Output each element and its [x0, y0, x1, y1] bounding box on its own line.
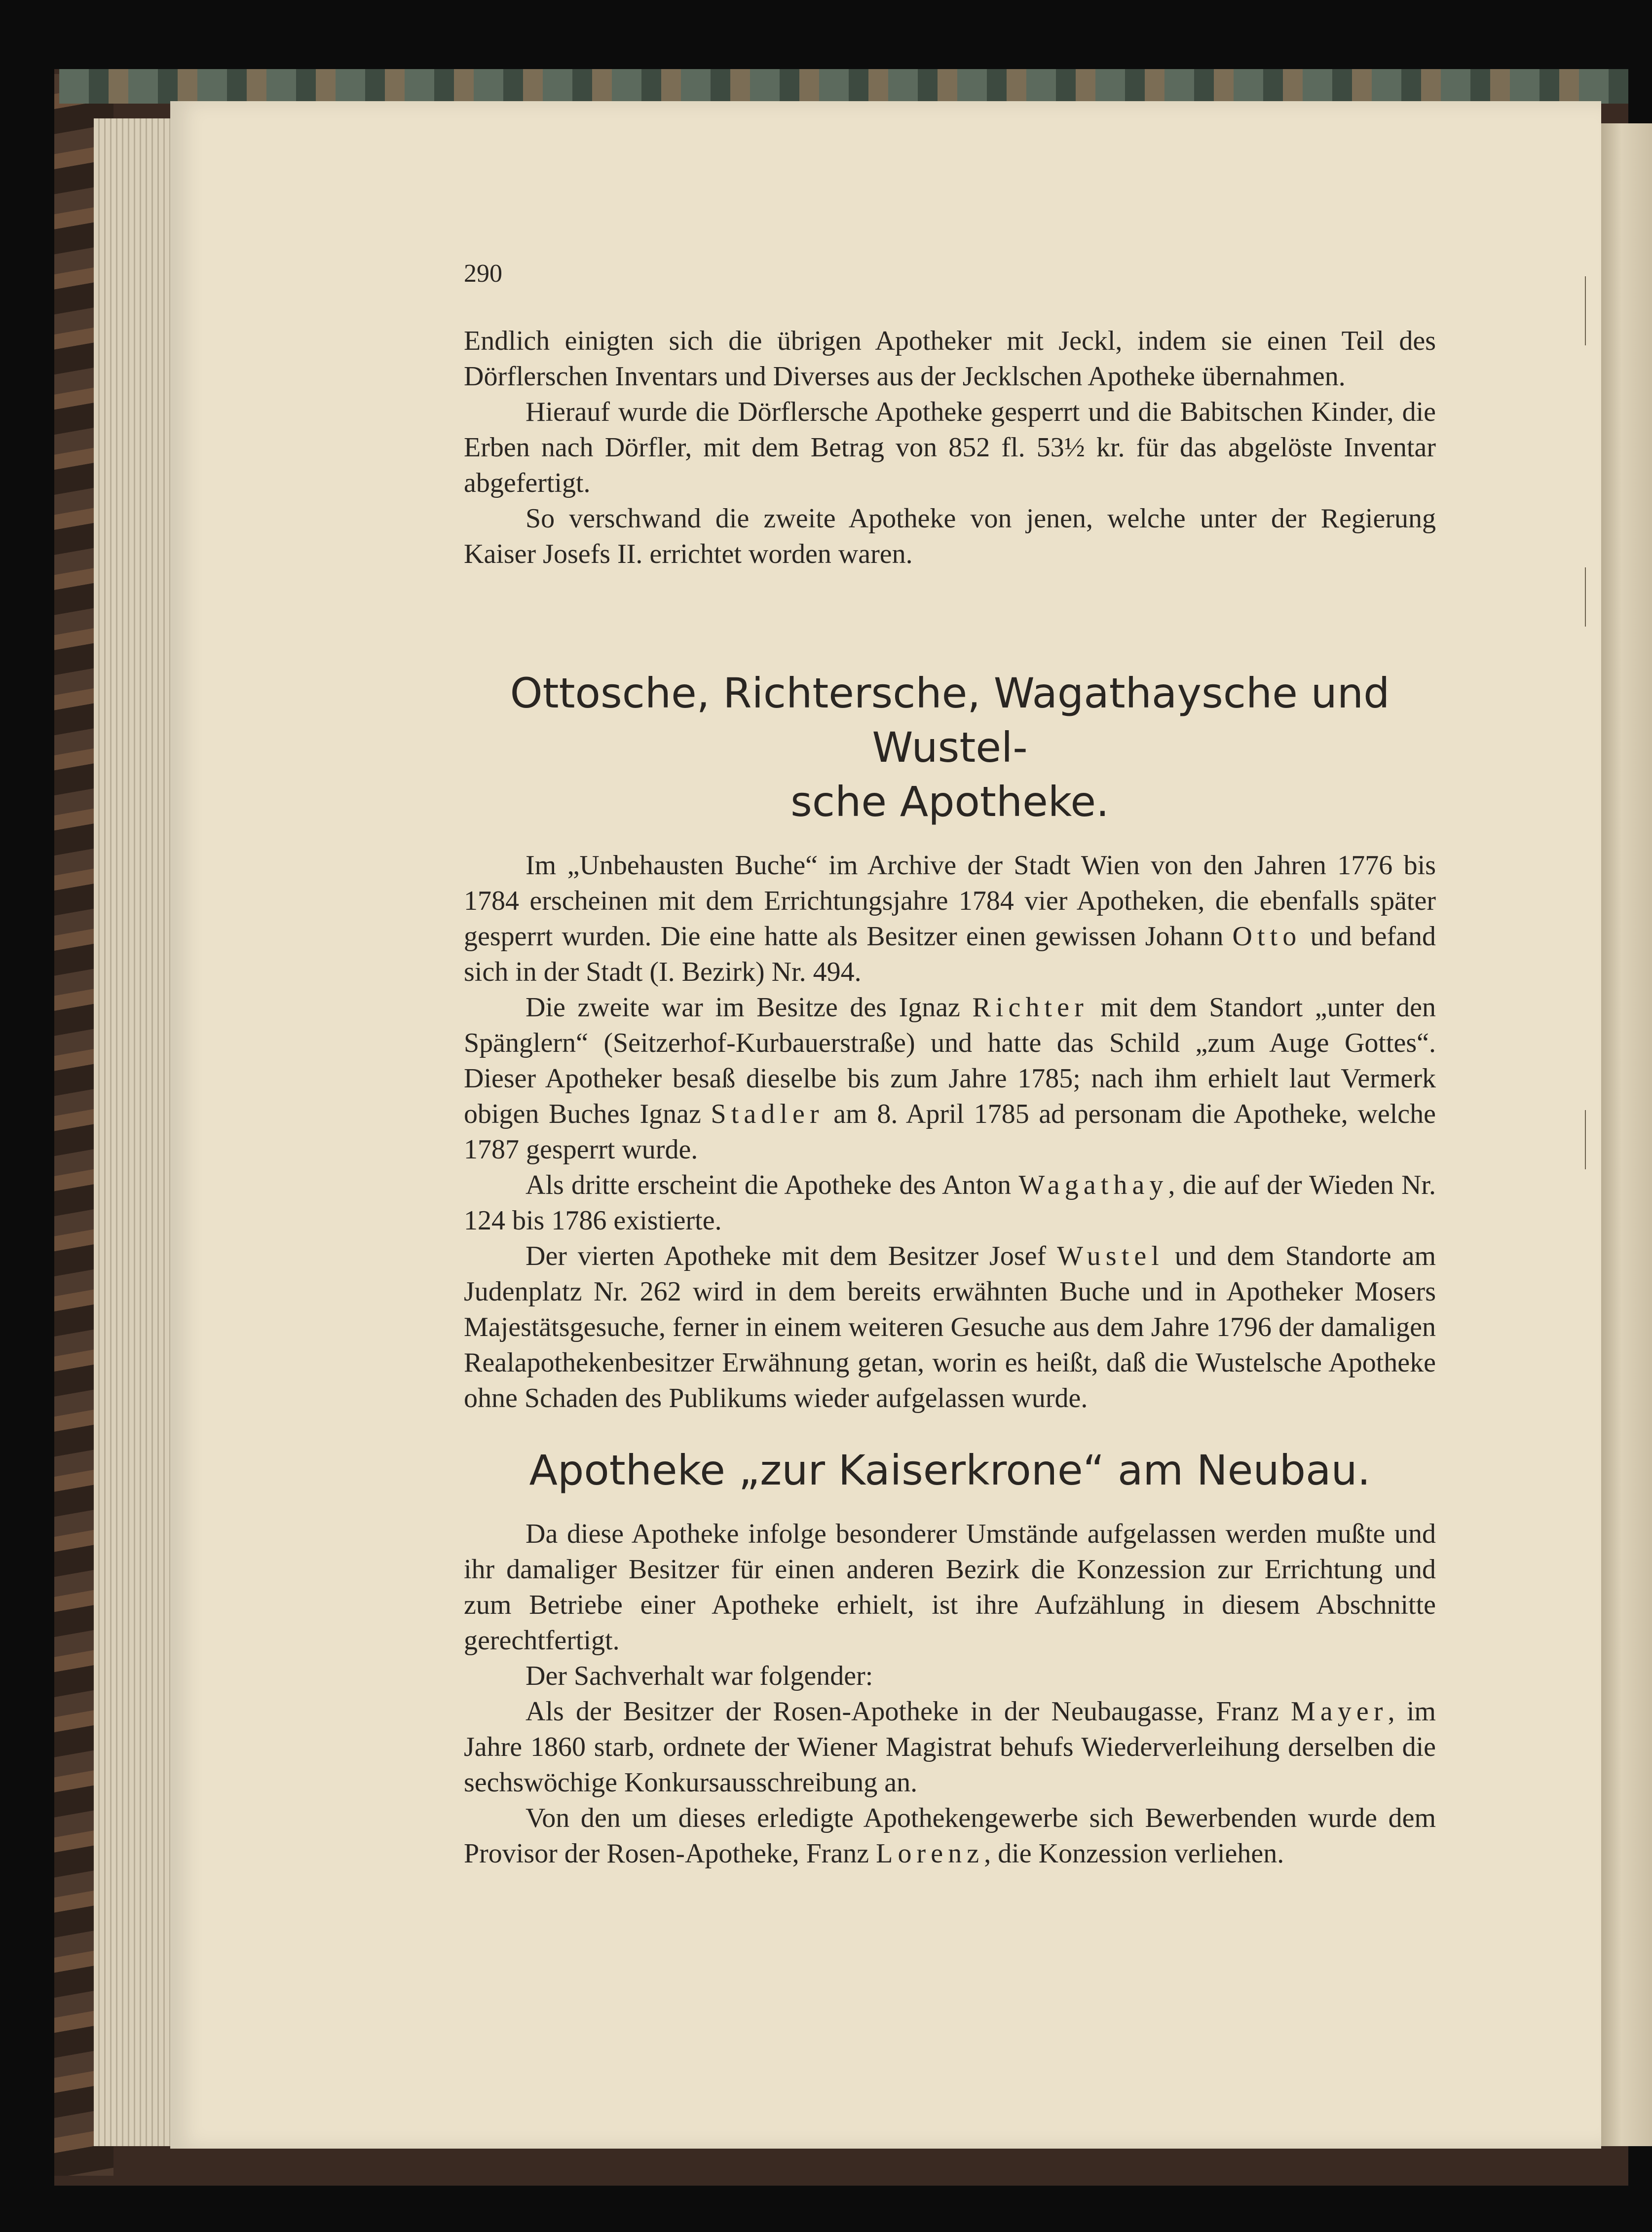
paragraph: Da diese Apotheke infolge besonderer Umstände aufgelassen werden mußte und ihr damaliger Besitzer für einen anderen Bezirk die Konzession zur Errichtung und zum Betriebe einer Apotheke erhielt, ist ihre Aufzählung in diesem Abschnitte gerechtfertigt.: [464, 1519, 1436, 1656]
spaced-name: Lorenz: [876, 1838, 984, 1869]
section-heading: [464, 666, 1436, 829]
paragraph: Endlich einigten sich die übrigen Apotheker mit Jeckl, indem sie einen Teil des Dörflerschen Inventars und Diverses aus der Jecklschen Apotheke übernahmen.: [464, 326, 1436, 392]
spaced-name: Wagathay: [1018, 1170, 1168, 1200]
spaced-name: Otto: [1232, 921, 1302, 952]
paragraph: Als der Besitzer der Rosen-Apotheke in der Neubaugasse, Franz Mayer, im Jahre 1860 starb, ordnete der Wiener Magistrat behufs Wiederverleihung derselben die sechswöchige Konkursausschreibung an.: [464, 1696, 1436, 1798]
paragraph: So verschwand die zweite Apotheke von jenen, welche unter der Regierung Kaiser Josefs II. errichtet worden waren.: [464, 503, 1436, 569]
heading-line-1: Ottosche, Richtersche, Wagathaysche und Wustel-: [510, 669, 1390, 772]
facing-page-edge: [1601, 123, 1652, 2146]
top-binding: [59, 69, 1628, 104]
section-four-pharmacies: [464, 666, 1436, 1416]
page-number: 290: [464, 260, 502, 288]
spaced-name: Richter: [972, 992, 1089, 1023]
paragraph: Als dritte erscheint die Apotheke des Anton Wagathay, die auf der Wieden Nr. 124 bis 1786 existierte.: [464, 1170, 1436, 1236]
spaced-name: Wustel: [1057, 1241, 1164, 1271]
paragraph: Im „Unbehausten Buche“ im Archive der Stadt Wien von den Jahren 1776 bis 1784 erscheinen mit dem Errichtungsjahre 1784 vier Apotheken, die ebenfalls später gesperrt wurden. Die eine hatte als Besitzer einen gewissen Johann Otto und befand sich in der Stadt (I. Bezirk) Nr. 494.: [464, 850, 1436, 987]
section-dorfler: [464, 323, 1436, 572]
paragraph: Der Sachverhalt war folgender:: [526, 1661, 873, 1691]
spaced-name: Stadler: [711, 1099, 824, 1129]
binding-thread: [1585, 1110, 1586, 1169]
paragraph: Die zweite war im Besitze des Ignaz Richter mit dem Standort „unter den Spänglern“ (Seitzerhof-Kurbauerstraße) und hatte das Schild „zum Auge Gottes“. Dieser Apotheker besaß dieselbe bis zum Jahre 1785; nach ihm erhielt laut Vermerk obigen Buches Ignaz Stadler am 8. April 1785 ad personam die Apotheke, welche 1787 gesperrt wurde.: [464, 992, 1436, 1165]
paragraph: Der vierten Apotheke mit dem Besitzer Josef Wustel und dem Standorte am Judenplatz Nr. 262 wird in dem bereits erwähnten Buche und in Apotheker Mosers Majestätsgesuche, ferner in einem weiteren Gesuche aus dem Jahre 1796 der damaligen Realapothekenbesitzer Erwähnung getan, worin es heißt, daß die Wustelsche Apotheke ohne Schaden des Publikums wieder aufgelassen wurde.: [464, 1241, 1436, 1414]
paragraph: Hierauf wurde die Dörflersche Apotheke gesperrt und die Babitschen Kinder, die Erben nach Dörfler, mit dem Betrag von 852 fl. 53½ kr. für das abgelöste Inventar abgefertigt.: [464, 397, 1436, 498]
paragraph: Von den um dieses erledigte Apothekengewerbe sich Bewerbenden wurde dem Provisor der Rosen-Apotheke, Franz Lorenz, die Konzession verliehen.: [464, 1803, 1436, 1869]
heading-line-2: sche Apotheke.: [790, 778, 1109, 826]
spaced-name: Mayer: [1291, 1696, 1388, 1727]
binding-thread: [1585, 567, 1586, 627]
binding-thread: [1585, 276, 1586, 345]
section-heading: Apotheke „zur Kaiserkrone“ am Neubau.: [529, 1446, 1371, 1494]
section-kaiserkrone: [464, 1443, 1436, 1871]
